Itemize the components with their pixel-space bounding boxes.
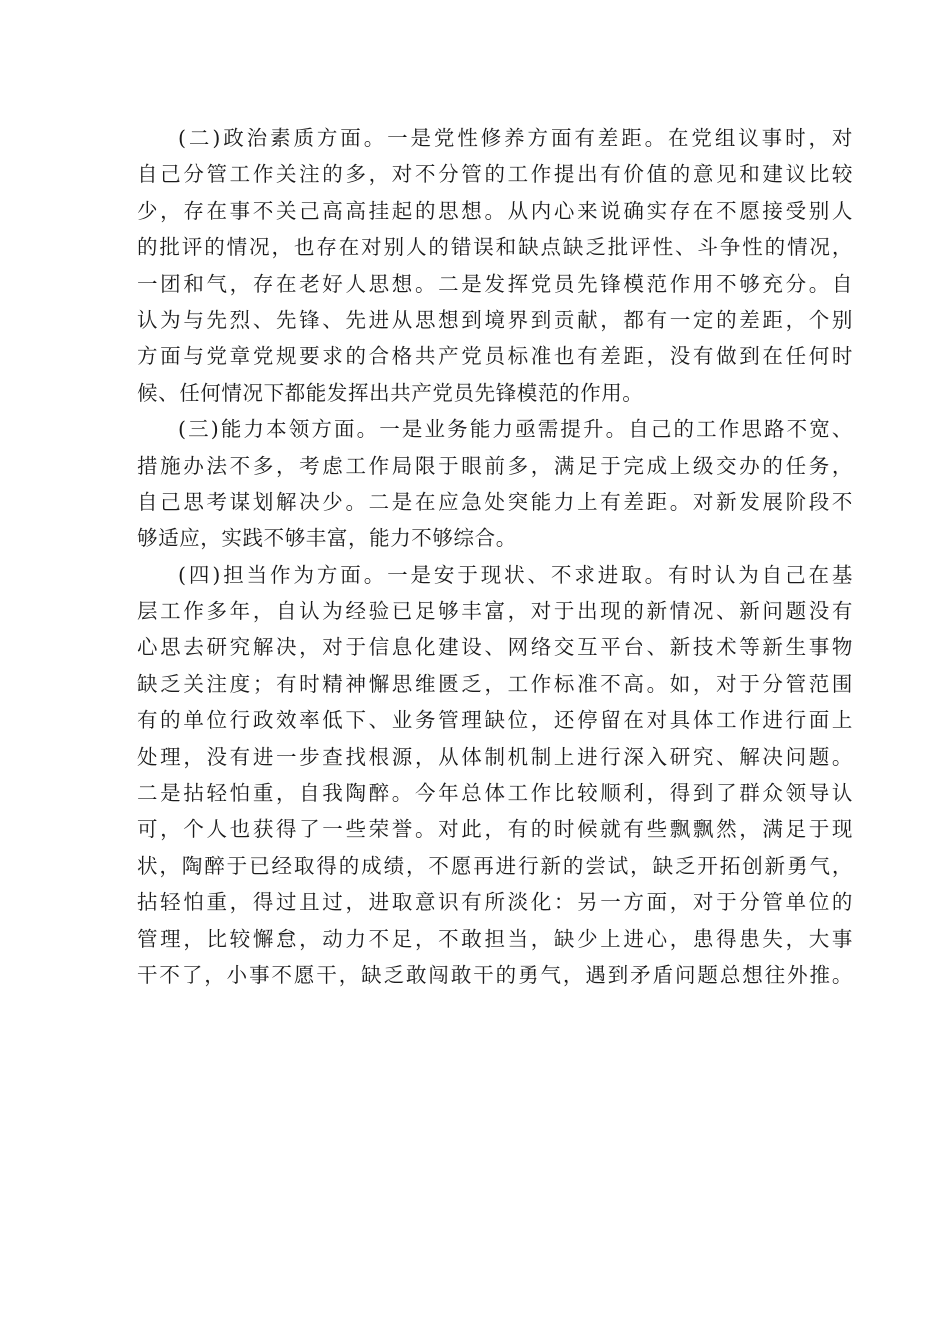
paragraph-political-quality	[137, 120, 853, 411]
document-body	[137, 120, 853, 993]
paragraph-line: (二)政治素质方面。一是党性修养方面有差距。在党组议事时，对	[178, 126, 853, 150]
paragraph-line: 候、任何情况下都能发挥出共产党员先锋模范的作用。	[137, 380, 644, 405]
paragraph-line: 的批评的情况，也存在对别人的错误和缺点缺乏批评性、斗争性的情况，	[137, 235, 853, 260]
paragraph-line: 少，存在事不关己高高挂起的思想。从内心来说确实存在不愿接受别人	[137, 198, 853, 223]
paragraph-line: 二是拈轻怕重，自我陶醉。今年总体工作比较顺利，得到了群众领导认	[137, 781, 853, 806]
paragraph-line: 心思去研究解决，对于信息化建设、网络交互平台、新技术等新生事物	[137, 635, 853, 660]
paragraph-line: (四)担当作为方面。一是安于现状、不求进取。有时认为自己在基	[178, 562, 853, 587]
paragraph-line: 管理，比较懈怠，动力不足，不敢担当，缺少上进心，患得患失，大事	[137, 926, 853, 951]
paragraph-line: 层工作多年，自认为经验已足够丰富，对于出现的新情况、新问题没有	[137, 599, 853, 624]
paragraph-line: 可，个人也获得了一些荣誉。对此，有的时候就有些飘飘然，满足于现	[137, 817, 853, 842]
paragraph-line: 有的单位行政效率低下、业务管理缺位，还停留在对具体工作进行面上	[137, 708, 853, 733]
paragraph-line: 认为与先烈、先锋、先进从思想到境界到贡献，都有一定的差距，个别	[137, 307, 853, 332]
paragraph-line: 缺乏关注度；有时精神懈思维匮乏，工作标准不高。如，对于分管范围	[137, 671, 853, 696]
paragraph-line: 自己思考谋划解决少。二是在应急处突能力上有差距。对新发展阶段不	[137, 489, 853, 514]
paragraph-line: 处理，没有进一步查找根源，从体制机制上进行深入研究、解决问题。	[137, 744, 853, 769]
paragraph-line: 够适应，实践不够丰富，能力不够综合。	[137, 526, 517, 551]
paragraph-ability	[137, 411, 853, 557]
paragraph-line: 干不了，小事不愿干，缺乏敢闯敢干的勇气，遇到矛盾问题总想往外推。	[137, 962, 853, 987]
paragraph-line: 自己分管工作关注的多，对不分管的工作提出有价值的意见和建议比较	[137, 162, 853, 187]
paragraph-line: 措施办法不多，考虑工作局限于眼前多，满足于完成上级交办的任务，	[137, 453, 853, 478]
paragraph-line: 方面与党章党规要求的合格共产党员标准也有差距，没有做到在任何时	[137, 344, 853, 369]
paragraph-responsibility	[137, 557, 853, 994]
paragraph-line: 一团和气，存在老好人思想。二是发挥党员先锋模范作用不够充分。自	[137, 271, 853, 296]
paragraph-line: 状，陶醉于已经取得的成绩，不愿再进行新的尝试，缺乏开拓创新勇气，	[137, 853, 853, 878]
paragraph-line: (三)能力本领方面。一是业务能力亟需提升。自己的工作思路不宽、	[178, 417, 853, 442]
paragraph-line: 拈轻怕重，得过且过，进取意识有所淡化：另一方面，对于分管单位的	[137, 890, 853, 915]
